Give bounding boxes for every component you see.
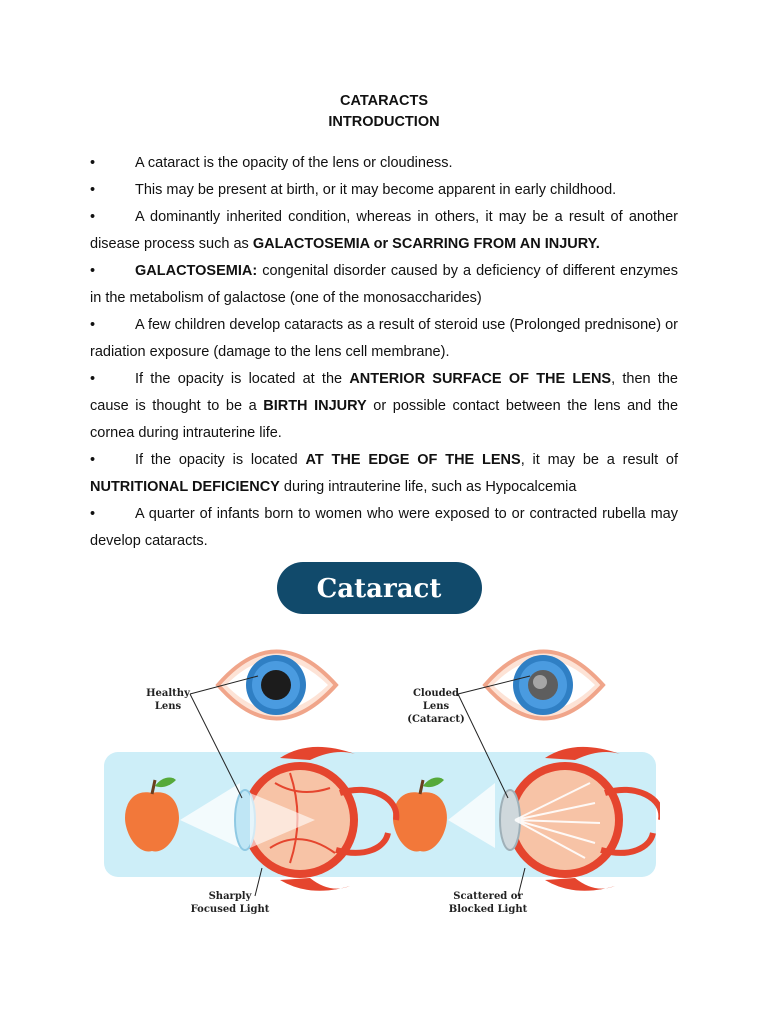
bullet-item <box>90 312 678 366</box>
bullet-item <box>90 258 678 312</box>
bullet-item <box>90 204 678 258</box>
bullet-text-bold: AT THE EDGE OF THE LENS <box>305 452 521 468</box>
bullet-text: A cataract is the opacity of the lens or cloudiness. <box>135 155 453 171</box>
label-healthy-1: Healthy <box>146 688 190 699</box>
bullet-text: or possible contact between the lens and the cornea during intrauterine life. <box>90 398 679 441</box>
bullet-text: , then the cause is thought to be a <box>90 371 678 414</box>
document-subtitle: INTRODUCTION <box>328 114 440 130</box>
label-clouded-1: Clouded <box>412 688 460 699</box>
bullet-item <box>90 177 678 204</box>
label-clouded-3: (Cataract) <box>407 714 465 725</box>
bullet-text: A few children develop cataracts as a result of steroid use (Prolonged prednisone) or radiation exposure (damage to the lens cell membrane). <box>90 317 678 360</box>
bullet-text-bold: NUTRITIONAL DEFICIENCY <box>90 479 280 495</box>
bullet-text: A quarter of infants born to women who were exposed to or contracted rubella may develop cataracts. <box>90 506 678 549</box>
bullet-symbol: • <box>90 155 96 171</box>
bullet-list <box>90 150 678 555</box>
bullet-item <box>90 501 678 555</box>
bullet-text: If the opacity is located at the <box>135 371 350 387</box>
bullet-symbol: • <box>90 452 96 468</box>
figure-banner-title: Cataract <box>316 574 442 604</box>
bullet-symbol: • <box>90 317 96 333</box>
bullet-symbol: • <box>90 371 96 387</box>
bullet-text: during intrauterine life, such as Hypocalcemia <box>279 479 577 495</box>
bullet-text: congenital disorder caused by a deficiency of different enzymes in the metabolism of galactose (one of the monosaccharides) <box>90 263 678 306</box>
bullet-item <box>90 447 678 501</box>
label-clouded-2: Lens <box>422 701 450 712</box>
bullet-text-bold: ANTERIOR SURFACE OF THE LENS <box>349 371 612 387</box>
bullet-text-bold: BIRTH INJURY <box>263 398 367 414</box>
bullet-text: A dominantly inherited condition, whereas in others, it may be a result of another disease process such as <box>90 209 678 252</box>
bullet-text-bold: GALACTOSEMIA: <box>135 263 258 279</box>
bullet-symbol: • <box>90 506 96 522</box>
bullet-text-bold: GALACTOSEMIA or SCARRING FROM AN INJURY. <box>252 236 600 252</box>
bullet-symbol: • <box>90 209 96 225</box>
label-scatter-2: Blocked Light <box>448 904 528 915</box>
label-sharp-2: Focused Light <box>190 904 270 915</box>
healthy-eye-front <box>218 652 336 719</box>
label-sharp-1: Sharply <box>208 891 252 902</box>
bullet-text: , it may be a result of <box>520 452 679 468</box>
bullet-text: This may be present at birth, or it may become apparent in early childhood. <box>135 182 617 198</box>
bullet-item <box>90 366 678 447</box>
bullet-symbol: • <box>90 182 96 198</box>
bullet-text: If the opacity is located <box>135 452 306 468</box>
document-title: CATARACTS <box>339 93 429 109</box>
cataract-figure <box>100 558 660 918</box>
bullet-symbol: • <box>90 263 96 279</box>
bullet-item <box>90 150 678 177</box>
healthy-pupil <box>261 670 291 700</box>
label-healthy-2: Lens <box>154 701 182 712</box>
cataract-eye-front <box>485 652 603 719</box>
label-scatter-1: Scattered or <box>453 891 523 902</box>
